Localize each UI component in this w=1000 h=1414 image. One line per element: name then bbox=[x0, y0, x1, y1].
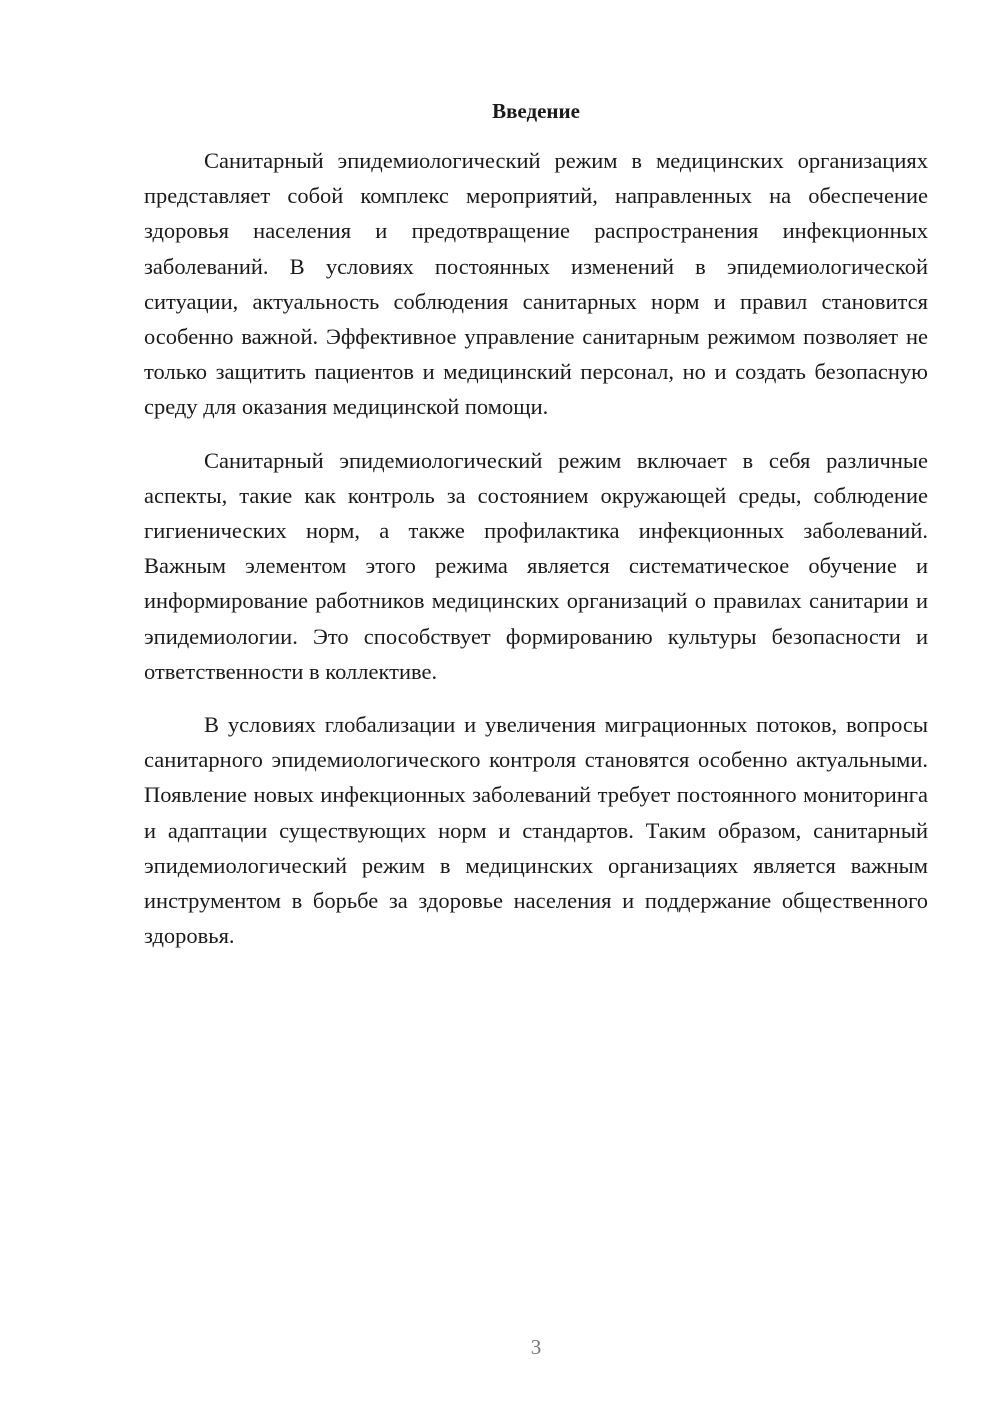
page-number: 3 bbox=[530, 1335, 542, 1359]
paragraph-3: В условиях глобализации и увеличения миграционных потоков, вопросы санитарного эпидемиологического контроля становятся особенно актуальными. Появление новых инфекционных заболеваний требует постоянного мониторинга и адаптации существующих норм и стандартов. Таким образом, санитарный эпидемиологический режим в медицинских организациях является важным инструментом в борьбе за здоровье населения и поддержание общественного здоровья. bbox=[144, 712, 928, 949]
page-title: Введение bbox=[492, 99, 580, 123]
body-text bbox=[144, 143, 928, 971]
paragraph-1: Санитарный эпидемиологический режим в медицинских организациях представляет собой комплекс мероприятий, направленных на обеспечение здоровья населения и предотвращение распространения инфекционных заболеваний. В условиях постоянных изменений в эпидемиологической ситуации, актуальность соблюдения санитарных норм и правил становится особенно важной. Эффективное управление санитарным режимом позволяет не только защитить пациентов и медицинский персонал, но и создать безопасную среду для оказания медицинской помощи. bbox=[144, 148, 928, 420]
paragraph-2: Санитарный эпидемиологический режим включает в себя различные аспекты, такие как контроль за состоянием окружающей среды, соблюдение гигиенических норм, а также профилактика инфекционных заболеваний. Важным элементом этого режима является систематическое обучение и информирование работников медицинских организаций о правилах санитарии и эпидемиологии. Это способствует формированию культуры безопасности и ответственности в коллективе. bbox=[144, 447, 928, 684]
